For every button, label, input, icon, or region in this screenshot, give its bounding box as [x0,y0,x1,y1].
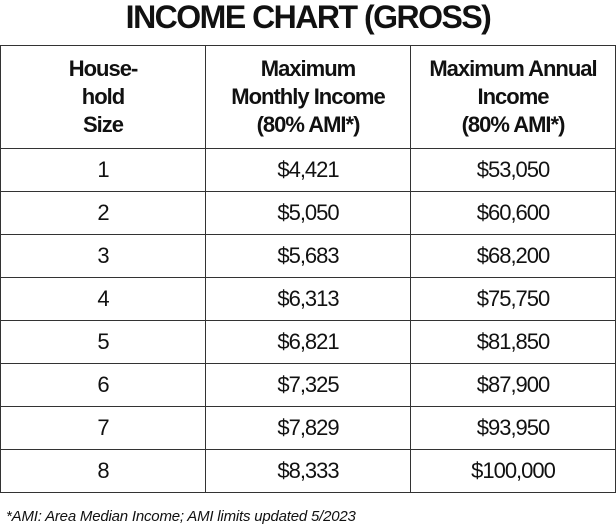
header-household-size-line-2: hold [81,84,125,109]
income-table [0,45,616,493]
household-size-cell: 2 [1,192,206,235]
annual-income-cell: $68,200 [411,235,616,278]
header-household-size [1,46,206,149]
household-size-cell: 5 [1,321,206,364]
annual-income-cell: $60,600 [411,192,616,235]
annual-income-cell: $100,000 [411,450,616,493]
table-row [1,235,616,278]
table-row [1,407,616,450]
monthly-income-cell: $7,829 [206,407,411,450]
table-row [1,450,616,493]
annual-income-cell: $81,850 [411,321,616,364]
header-max-annual-income-line-1: Maximum Annual [429,56,597,81]
annual-income-cell: $53,050 [411,149,616,192]
header-max-monthly-income-line-2: Monthly Income [231,84,385,109]
household-size-cell: 3 [1,235,206,278]
header-max-monthly-income [206,46,411,149]
header-max-annual-income-line-2: Income [477,84,549,109]
monthly-income-cell: $8,333 [206,450,411,493]
header-household-size-line-3: Size [82,112,124,137]
footnote: *AMI: Area Median Income; AMI limits updated 5/2023 [6,508,356,525]
header-row [1,46,616,149]
header-max-annual-income [411,46,616,149]
household-size-cell: 7 [1,407,206,450]
monthly-income-cell: $4,421 [206,149,411,192]
table-row [1,149,616,192]
table-row [1,278,616,321]
header-max-monthly-income-line-3: (80% AMI*) [256,112,360,137]
household-size-cell: 8 [1,450,206,493]
header-max-monthly-income-line-1: Maximum [260,56,356,81]
table-row [1,192,616,235]
monthly-income-cell: $7,325 [206,364,411,407]
chart-title: INCOME CHART (GROSS) [125,0,491,35]
table-row [1,364,616,407]
annual-income-cell: $75,750 [411,278,616,321]
annual-income-cell: $93,950 [411,407,616,450]
table-row [1,321,616,364]
household-size-cell: 1 [1,149,206,192]
monthly-income-cell: $5,050 [206,192,411,235]
header-household-size-line-1: House- [68,56,138,81]
household-size-cell: 6 [1,364,206,407]
monthly-income-cell: $5,683 [206,235,411,278]
monthly-income-cell: $6,821 [206,321,411,364]
monthly-income-cell: $6,313 [206,278,411,321]
annual-income-cell: $87,900 [411,364,616,407]
header-max-annual-income-line-3: (80% AMI*) [461,112,565,137]
household-size-cell: 4 [1,278,206,321]
